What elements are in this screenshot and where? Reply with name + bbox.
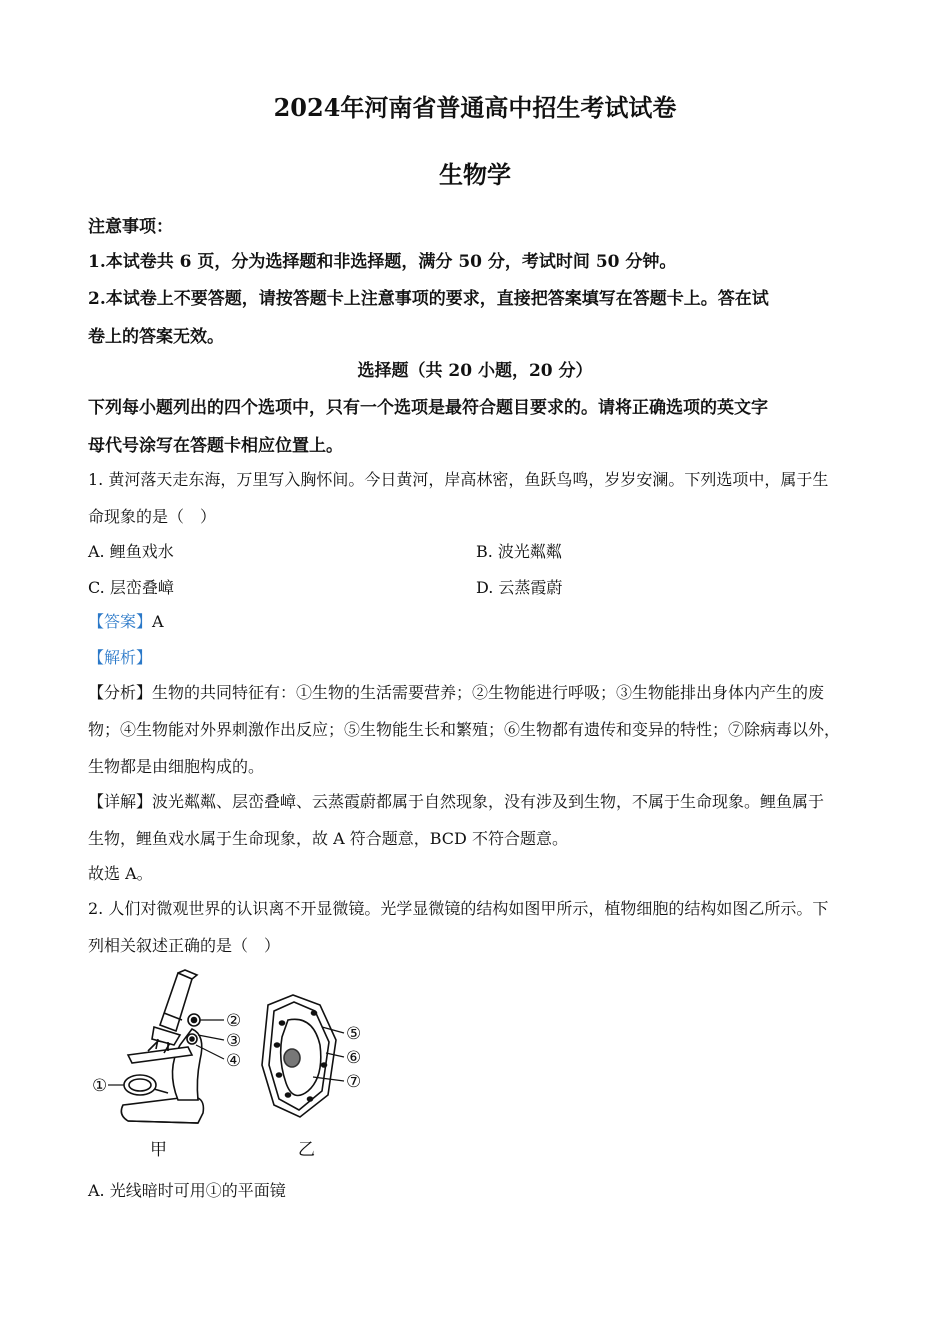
label-2: ② bbox=[226, 1011, 242, 1031]
xiangjie-line-1 bbox=[88, 789, 824, 812]
q1-stem-line-1: 1. 黄河落天走东海，万里写入胸怀间。今日黄河，岸高林密，鱼跃鸟鸣，岁岁安澜。下列选项中，属于生 bbox=[88, 470, 829, 489]
section-instruction-line-2: 母代号涂写在答题卡相应位置上。 bbox=[88, 436, 343, 456]
exam-title: 2024年河南省普通高中招生考试试卷 bbox=[273, 93, 677, 122]
section-heading: 选择题（共 20 小题，20 分） bbox=[357, 361, 593, 381]
notice-item-1: 1.本试卷共 6 页，分为选择题和非选择题，满分 50 分，考试时间 50 分钟。 bbox=[88, 252, 677, 272]
label-7: ⑦ bbox=[346, 1072, 362, 1092]
notice-item-2-line-2: 卷上的答案无效。 bbox=[88, 327, 224, 347]
microscope-diagram bbox=[108, 970, 224, 1123]
caption-jia: 甲 bbox=[150, 1140, 167, 1160]
fenxi-text-1: 生物的共同特征有：①生物的生活需要营养；②生物能进行呼吸；③生物能排出身体内产生的废 bbox=[152, 683, 825, 702]
q1-option-a: A. 鲤鱼戏水 bbox=[88, 542, 174, 561]
plant-cell-diagram bbox=[262, 995, 344, 1117]
q2-stem-line-1: 2. 人们对微观世界的认识离不开显微镜。光学显微镜的结构如图甲所示，植物细胞的结构如图乙所示。下 bbox=[88, 899, 829, 918]
section-instruction-line-1: 下列每小题列出的四个选项中，只有一个选项是最符合题目要求的。请将正确选项的英文字 bbox=[88, 398, 768, 418]
answer-value: A bbox=[152, 612, 164, 631]
fenxi-line-3: 生物都是由细胞构成的。 bbox=[88, 757, 265, 776]
label-1: ① bbox=[92, 1076, 108, 1096]
q2-option-a: A. 光线暗时可用①的平面镜 bbox=[88, 1181, 286, 1200]
q1-option-b: B. 波光粼粼 bbox=[476, 542, 562, 561]
answer-tag: 【答案】 bbox=[88, 612, 153, 631]
label-4: ④ bbox=[226, 1051, 242, 1071]
fenxi-line-1 bbox=[88, 680, 824, 703]
notice-heading: 注意事项： bbox=[88, 217, 173, 237]
xiangjie-text-1: 波光粼粼、层峦叠嶂、云蒸霞蔚都属于自然现象，没有涉及到生物，不属于生命现象。鲤鱼属于 bbox=[152, 792, 825, 811]
label-5: ⑤ bbox=[346, 1024, 362, 1044]
analysis-tag: 【解析】 bbox=[88, 648, 153, 667]
q1-option-d: D. 云蒸霞蔚 bbox=[476, 578, 563, 597]
conclusion: 故选 A。 bbox=[88, 864, 153, 883]
label-3: ③ bbox=[226, 1031, 242, 1051]
xiangjie-line-2: 生物，鲤鱼戏水属于生命现象，故 A 符合题意，BCD 不符合题意。 bbox=[88, 829, 568, 848]
caption-yi: 乙 bbox=[298, 1140, 315, 1160]
q1-option-c: C. 层峦叠嶂 bbox=[88, 578, 174, 597]
q2-stem-line-2: 列相关叙述正确的是（ ） bbox=[88, 936, 281, 955]
fenxi-line-2: 物；④生物能对外界刺激作出反应；⑤生物能生长和繁殖；⑥生物都有遗传和变异的特性；⑦除病毒以外， bbox=[88, 720, 841, 739]
label-6: ⑥ bbox=[346, 1048, 362, 1068]
notice-item-2-line-1: 2.本试卷上不要答题，请按答题卡上注意事项的要求，直接把答案填写在答题卡上。答在试 bbox=[88, 289, 769, 309]
fenxi-tag: 【分析】 bbox=[88, 683, 153, 702]
subject-title: 生物学 bbox=[439, 160, 511, 189]
q1-stem-line-2: 命现象的是（ ） bbox=[88, 507, 217, 526]
q1-answer-line bbox=[88, 609, 164, 632]
q2-figure bbox=[88, 965, 398, 1165]
xiangjie-tag: 【详解】 bbox=[88, 792, 153, 811]
